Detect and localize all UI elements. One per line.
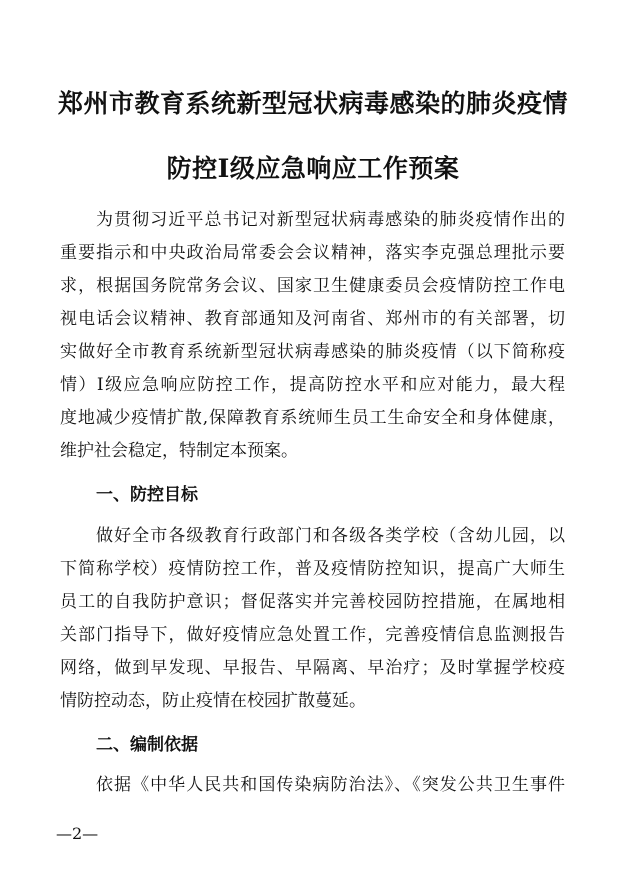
- intro-line: 求，根据国务院常务会议、国家卫生健康委员会疫情防控工作电: [60, 276, 565, 296]
- section-heading-goals: 一、防控目标: [96, 485, 198, 505]
- section1-line: 情防控动态，防止疫情在校园扩散蔓延。: [60, 691, 366, 711]
- page-number: —2—: [56, 824, 99, 843]
- section1-line: 下简称学校）疫情防控工作，普及疫情防控知识，提高广大师生: [60, 559, 565, 579]
- section1-line: 做好全市各级教育行政部门和各级各类学校（含幼儿园，以: [96, 526, 565, 546]
- intro-line: 重要指示和中央政治局常委会会议精神，落实李克强总理批示要: [60, 243, 565, 263]
- intro-line: 实做好全市教育系统新型冠状病毒感染的肺炎疫情（以下简称疫: [60, 342, 565, 362]
- section1-line: 关部门指导下，做好疫情应急处置工作，完善疫情信息监测报告: [60, 625, 565, 645]
- intro-line: 度地减少疫情扩散,保障教育系统师生员工生命安全和身体健康，: [60, 408, 565, 428]
- document-title-line-1: 郑州市教育系统新型冠状病毒感染的肺炎疫情: [57, 89, 568, 118]
- section1-line: 员工的自我防护意识；督促落实并完善校园防控措施，在属地相: [60, 592, 565, 612]
- section1-line: 网络，做到早发现、早报告、早隔离、早治疗；及时掌握学校疫: [60, 658, 565, 678]
- section-heading-basis: 二、编制依据: [96, 735, 198, 755]
- document-title-line-2: 防控Ⅰ级应急响应工作预案: [166, 154, 460, 183]
- intro-line: 维护社会稳定，特制定本预案。: [60, 441, 298, 461]
- intro-line: 情）Ⅰ级应急响应防控工作，提高防控水平和应对能力，最大程: [60, 375, 565, 395]
- intro-line: 视电话会议精神、教育部通知及河南省、郑州市的有关部署，切: [60, 309, 565, 329]
- section2-line: 依据《中华人民共和国传染病防治法》、《突发公共卫生事件: [96, 775, 565, 795]
- intro-line: 为贯彻习近平总书记对新型冠状病毒感染的肺炎疫情作出的: [96, 210, 565, 230]
